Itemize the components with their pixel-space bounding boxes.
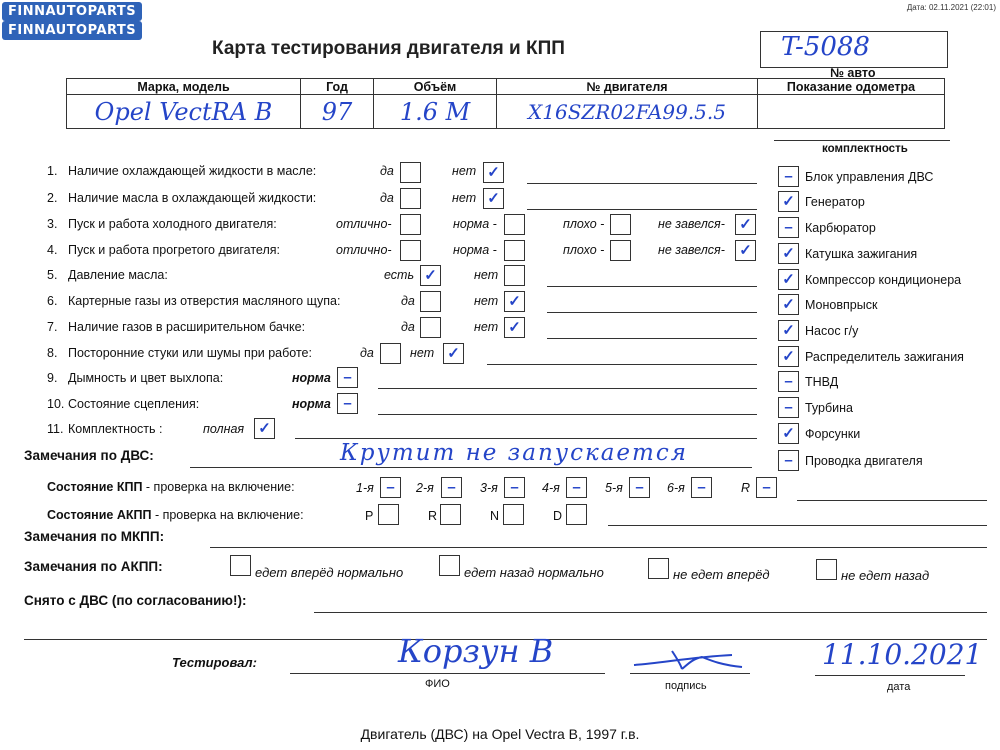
form-title: Карта тестирования двигателя и КПП bbox=[212, 38, 565, 59]
item-5-no-checkbox[interactable] bbox=[504, 265, 525, 286]
akpp-mode-p-label: P bbox=[365, 509, 374, 523]
item-6-yes-checkbox[interactable] bbox=[420, 291, 441, 312]
item-6-number: 6. bbox=[47, 294, 58, 308]
kit-monoinjection-label: Моновпрыск bbox=[805, 298, 878, 312]
item-3-number: 3. bbox=[47, 217, 58, 231]
item-8-label: Посторонние стуки или шумы при работе: bbox=[68, 346, 312, 360]
engine-no-value: X16SZR02FA99.5.5 bbox=[497, 95, 758, 129]
col-make: Марка, модель bbox=[67, 79, 301, 95]
item-3-opt2: норма - bbox=[453, 217, 497, 231]
item-4-normal-checkbox[interactable] bbox=[504, 240, 525, 261]
kpp-gear-6-checkbox[interactable]: – bbox=[691, 477, 712, 498]
kit-heading: комплектность bbox=[822, 143, 908, 155]
akpp-label-main: Состояние АКПП bbox=[47, 508, 152, 522]
signature-label: подпись bbox=[665, 680, 707, 692]
kit-injectors-checkbox[interactable]: ✓ bbox=[778, 423, 799, 444]
kit-tnvd-label: ТНВД bbox=[805, 375, 839, 389]
kit-ac-compressor-checkbox[interactable]: ✓ bbox=[778, 269, 799, 290]
akpp-no-forward-label: не едет вперёд bbox=[673, 567, 770, 582]
item-9-number: 9. bbox=[47, 371, 58, 385]
item-7-label: Наличие газов в расширительном бачке: bbox=[68, 320, 306, 334]
akpp-no-back-checkbox[interactable] bbox=[816, 559, 837, 580]
kit-monoinjection-checkbox[interactable]: ✓ bbox=[778, 294, 799, 315]
make-value: Opel VectRA B bbox=[67, 95, 301, 129]
kit-tnvd-checkbox[interactable]: – bbox=[778, 371, 799, 392]
kpp-gear-5-label: 5-я bbox=[605, 481, 623, 495]
kpp-gear-r-label: R bbox=[741, 481, 751, 495]
akpp-mode-r-label: R bbox=[428, 509, 438, 523]
kpp-gear-4-checkbox[interactable]: – bbox=[566, 477, 587, 498]
item-2-no-checkbox[interactable]: ✓ bbox=[483, 188, 504, 209]
auto-number-box bbox=[760, 31, 948, 68]
col-odometer: Показание одометра bbox=[758, 79, 945, 95]
item-8-opt2: нет bbox=[410, 346, 435, 360]
date-value: 11.10.2021 bbox=[822, 638, 983, 671]
kpp-label bbox=[47, 480, 295, 494]
item-4-label: Пуск и работа прогретого двигателя: bbox=[68, 243, 280, 257]
item-2-label: Наличие масла в охлаждающей жидкости: bbox=[68, 191, 317, 205]
item-8-number: 8. bbox=[47, 346, 58, 360]
akpp-no-back-label: не едет назад bbox=[841, 568, 930, 583]
item-7-yes-checkbox[interactable] bbox=[420, 317, 441, 338]
watermark-logo-2: FINNAUTOPARTS bbox=[2, 21, 142, 40]
item-11-opt1: полная bbox=[203, 422, 245, 436]
kpp-gear-3-label: 3-я bbox=[480, 481, 498, 495]
akpp-mode-p-checkbox[interactable] bbox=[378, 504, 399, 525]
akpp-mode-n-label: N bbox=[490, 509, 500, 523]
removed-label: Снято с ДВС (по согласованию!): bbox=[24, 593, 247, 608]
kpp-gear-4-label: 4-я bbox=[542, 481, 560, 495]
auto-number-value: T-5088 bbox=[781, 32, 870, 62]
vehicle-header-table bbox=[66, 78, 945, 129]
akpp-back-ok-label: едет назад нормально bbox=[464, 565, 604, 580]
kit-wiring-checkbox[interactable]: – bbox=[778, 450, 799, 471]
item-1-no-checkbox[interactable]: ✓ bbox=[483, 162, 504, 183]
kit-ignition-coil-label: Катушка зажигания bbox=[805, 247, 918, 261]
kit-generator-label: Генератор bbox=[805, 195, 865, 209]
kpp-gear-6-label: 6-я bbox=[667, 481, 685, 495]
item-3-bad-checkbox[interactable] bbox=[610, 214, 631, 235]
auto-number-label: № авто bbox=[830, 66, 876, 80]
item-7-opt2: нет bbox=[474, 320, 499, 334]
kit-carburetor-label: Карбюратор bbox=[805, 221, 876, 235]
akpp-mode-r-checkbox[interactable] bbox=[440, 504, 461, 525]
item-7-number: 7. bbox=[47, 320, 58, 334]
kit-distributor-label: Распределитель зажигания bbox=[805, 350, 964, 364]
remarks-engine-value: Крутит не запускается bbox=[340, 440, 688, 466]
item-6-label: Картерные газы из отверстия масляного щупа: bbox=[68, 294, 341, 308]
kit-injectors-label: Форсунки bbox=[805, 427, 861, 441]
akpp-mode-d-checkbox[interactable] bbox=[566, 504, 587, 525]
remarks-mkpp-label: Замечания по МКПП: bbox=[24, 529, 165, 544]
item-2-yes-checkbox[interactable] bbox=[400, 188, 421, 209]
year-value: 97 bbox=[301, 95, 374, 129]
kit-ecu-checkbox[interactable]: – bbox=[778, 166, 799, 187]
kpp-gear-2-label: 2-я bbox=[416, 481, 434, 495]
item-3-excellent-checkbox[interactable] bbox=[400, 214, 421, 235]
item-6-no-checkbox[interactable]: ✓ bbox=[504, 291, 525, 312]
item-4-opt2: норма - bbox=[453, 243, 497, 257]
item-5-label: Давление масла: bbox=[68, 268, 168, 282]
item-5-number: 5. bbox=[47, 268, 58, 282]
print-date: Дата: 02.11.2021 (22:01) bbox=[906, 3, 996, 12]
item-7-opt1: да bbox=[401, 320, 415, 334]
akpp-mode-d-label: D bbox=[553, 509, 563, 523]
item-3-opt1: отлично- bbox=[336, 217, 392, 231]
item-8-yes-checkbox[interactable] bbox=[380, 343, 401, 364]
item-1-label: Наличие охлаждающей жидкости в масле: bbox=[68, 164, 317, 178]
akpp-back-ok-checkbox[interactable] bbox=[439, 555, 460, 576]
item-6-opt1: да bbox=[401, 294, 415, 308]
item-11-label: Комплектность : bbox=[68, 422, 163, 436]
item-4-bad-checkbox[interactable] bbox=[610, 240, 631, 261]
date-label: дата bbox=[887, 681, 911, 693]
akpp-label bbox=[47, 508, 304, 522]
item-1-yes-checkbox[interactable] bbox=[400, 162, 421, 183]
item-4-number: 4. bbox=[47, 243, 58, 257]
item-5-opt2: нет bbox=[474, 268, 499, 282]
item-4-nostart-checkbox[interactable]: ✓ bbox=[735, 240, 756, 261]
item-2-opt2: нет bbox=[452, 191, 477, 205]
col-year: Год bbox=[301, 79, 374, 95]
kit-distributor-checkbox[interactable]: ✓ bbox=[778, 346, 799, 367]
odometer-value bbox=[758, 95, 945, 129]
kpp-gear-2-checkbox[interactable]: – bbox=[441, 477, 462, 498]
item-1-opt2: нет bbox=[452, 164, 477, 178]
akpp-mode-n-checkbox[interactable] bbox=[503, 504, 524, 525]
item-4-opt4: не завелся- bbox=[658, 243, 725, 257]
item-6-opt2: нет bbox=[474, 294, 499, 308]
item-8-opt1: да bbox=[360, 346, 374, 360]
kpp-gear-1-label: 1-я bbox=[356, 481, 374, 495]
item-3-opt4: не завелся- bbox=[658, 217, 725, 231]
item-10-opt1: норма bbox=[292, 397, 331, 411]
item-11-number: 11. bbox=[47, 422, 64, 436]
kpp-gear-5-checkbox[interactable]: – bbox=[629, 477, 650, 498]
akpp-label-rest: - проверка на включение: bbox=[151, 508, 304, 522]
item-4-opt1: отлично- bbox=[336, 243, 392, 257]
item-5-yes-checkbox[interactable]: ✓ bbox=[420, 265, 441, 286]
item-5-opt1: есть bbox=[384, 268, 415, 282]
item-2-opt1: да bbox=[380, 191, 394, 205]
item-9-opt1: норма bbox=[292, 371, 331, 385]
akpp-no-forward-checkbox[interactable] bbox=[648, 558, 669, 579]
watermark-logo: FINNAUTOPARTS bbox=[2, 2, 142, 21]
akpp-forward-ok-checkbox[interactable] bbox=[230, 555, 251, 576]
kit-ps-pump-label: Насос г/у bbox=[805, 324, 859, 338]
item-3-normal-checkbox[interactable] bbox=[504, 214, 525, 235]
item-7-no-checkbox[interactable]: ✓ bbox=[504, 317, 525, 338]
kit-wiring-label: Проводка двигателя bbox=[805, 454, 923, 468]
kit-turbo-checkbox[interactable]: – bbox=[778, 397, 799, 418]
kpp-label-rest: - проверка на включение: bbox=[142, 480, 295, 494]
item-10-label: Состояние сцепления: bbox=[68, 397, 200, 411]
kit-turbo-label: Турбина bbox=[805, 401, 853, 415]
akpp-forward-ok-label: едет вперёд нормально bbox=[255, 565, 404, 580]
volume-value: 1.6 M bbox=[374, 95, 497, 129]
col-volume: Объём bbox=[374, 79, 497, 95]
tested-label: Тестировал: bbox=[172, 655, 257, 670]
signature-mark bbox=[632, 645, 752, 677]
kpp-gear-1-checkbox[interactable]: – bbox=[380, 477, 401, 498]
item-9-label: Дымность и цвет выхлопа: bbox=[68, 371, 224, 385]
kit-ignition-coil-checkbox[interactable]: ✓ bbox=[778, 243, 799, 264]
kpp-gear-3-checkbox[interactable]: – bbox=[504, 477, 525, 498]
kit-ac-compressor-label: Компрессор кондиционера bbox=[805, 273, 962, 287]
remarks-engine-label: Замечания по ДВС: bbox=[24, 448, 154, 463]
item-10-number: 10. bbox=[47, 397, 65, 411]
tester-name: Корзун В bbox=[398, 632, 554, 670]
remarks-akpp-label: Замечания по АКПП: bbox=[24, 559, 163, 574]
item-3-label: Пуск и работа холодного двигателя: bbox=[68, 217, 277, 231]
kit-generator-checkbox[interactable]: ✓ bbox=[778, 191, 799, 212]
item-9-normal-checkbox[interactable]: – bbox=[337, 367, 358, 388]
item-10-normal-checkbox[interactable]: – bbox=[337, 393, 358, 414]
kit-ecu-label: Блок управления ДВС bbox=[805, 170, 934, 184]
item-4-opt3: плохо - bbox=[563, 243, 605, 257]
kit-carburetor-checkbox[interactable]: – bbox=[778, 217, 799, 238]
item-4-excellent-checkbox[interactable] bbox=[400, 240, 421, 261]
item-1-number: 1. bbox=[47, 164, 58, 178]
photo-caption: Двигатель (ДВС) на Opel Vectra B, 1997 г.в. bbox=[360, 726, 640, 742]
kit-ps-pump-checkbox[interactable]: ✓ bbox=[778, 320, 799, 341]
fio-label: ФИО bbox=[425, 678, 450, 690]
kpp-gear-r-checkbox[interactable]: – bbox=[756, 477, 777, 498]
item-3-opt3: плохо - bbox=[563, 217, 605, 231]
col-engine-no: № двигателя bbox=[497, 79, 758, 95]
item-2-number: 2. bbox=[47, 191, 58, 205]
item-11-full-checkbox[interactable]: ✓ bbox=[254, 418, 275, 439]
item-3-nostart-checkbox[interactable]: ✓ bbox=[735, 214, 756, 235]
item-8-no-checkbox[interactable]: ✓ bbox=[443, 343, 464, 364]
kpp-label-main: Состояние КПП bbox=[47, 480, 143, 494]
item-1-opt1: да bbox=[380, 164, 394, 178]
